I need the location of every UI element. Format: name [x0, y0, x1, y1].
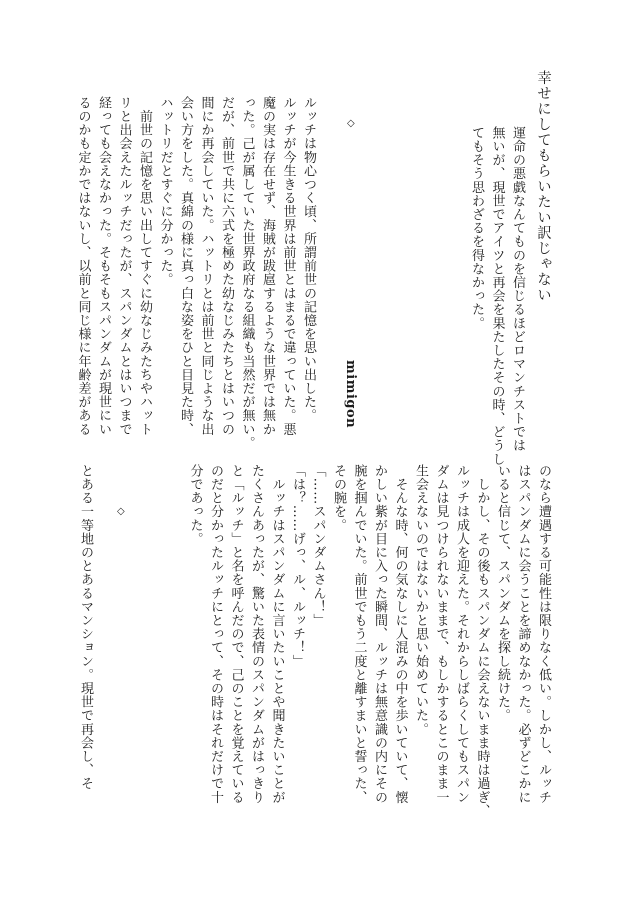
upper-main-line-8: ハットリだとすぐに分かった。: [157, 96, 173, 287]
lower-main-line-4: しかし、その後もスパンダムに会えないまま時は過ぎ、: [474, 464, 490, 818]
upper-main-block: [72, 96, 318, 456]
author-name: mimigon: [343, 360, 358, 429]
upper-main-line-5: だが、前世で共に六式を極めた幼なじみたちとはいつの: [219, 96, 234, 436]
lower-main-line-12: 「……スパンダムさん！」: [310, 464, 326, 628]
lower-main-line-1: のなら遭遇する可能性は限りなく低い。しかし、ルッチ: [536, 464, 551, 804]
lower-main-line-14: ルッチはスパンダムに言いたいことや聞きたいことが: [269, 464, 285, 804]
upper-main-line-2: ルッチが今生きる世界は前世とはまるで違っていた。悪: [280, 96, 296, 436]
upper-main-line-3: 魔の実は存在せず、海賊が跋扈するような世界では無か: [260, 96, 275, 436]
upper-main-line-9: 前世の記憶を思い出してすぐに幼なじみたちやハット: [137, 96, 152, 436]
lower-main-line-13: 「は？……げっ、ル、ルッチ！」: [290, 464, 305, 668]
upper-main-line-11: 経っても会えなかった。そもそもスパンダムが現世にい: [96, 96, 111, 436]
lower-main-line-17: のだと分かったルッチにとって、その時はそれだけで十: [208, 464, 223, 804]
lower-main-block: [184, 464, 553, 824]
story-title: 幸せにしてもらいたい訳じゃない: [535, 70, 551, 303]
lower-final-block: [75, 464, 96, 824]
upper-main-line-6: 間にか再会していた。ハットリとは前世と同じような出: [198, 96, 214, 436]
lower-main-line-7: 生会えないのではないかと思い始めていた。: [413, 464, 428, 736]
lower-main-line-11: その腕を。: [331, 464, 346, 532]
lower-final-line-1: とある一等地のとあるマンション。現世で再会し、そ: [78, 464, 93, 791]
lower-main-line-18: 分であった。: [187, 464, 203, 546]
upper-main-line-1: ルッチは物心つく頃、所謂前世の記憶を思い出した。: [301, 96, 316, 423]
upper-main-line-12: るのかも定かではないし、以前と同じ様に年齢差がある: [75, 96, 91, 436]
upper-intro-line-1: 運命の悪戯なんてものを信じるほどロマンチストでは: [510, 126, 525, 453]
upper-main-line-10: リと出会えたルッチだったが、スパンダムとはいつまで: [116, 96, 132, 436]
lower-main-line-10: 腕を掴んでいた。前世でもう二度と離すまいと誓った、: [351, 464, 367, 804]
lower-main-line-8: そんな時、何の気なしに人混みの中を歩いていて、懐: [392, 464, 408, 804]
lower-main-line-3: いると信じて、スパンダムを探し続けた。: [495, 464, 510, 723]
upper-main-line-4: った。己が属していた世界政府なる組織も当然だが無い。: [239, 96, 255, 450]
lower-main-line-9: かしい紫が目に入った瞬間、ルッチは無意識の内にその: [372, 464, 387, 804]
lower-main-line-15: たくさんあったが、驚いた表情のスパンダムがはっきり: [249, 464, 264, 804]
lower-main-line-5: ルッチは成人を迎えた。それからしばらくしてもスパン: [454, 464, 469, 804]
upper-intro-line-3: てもそう思わざるを得なかった。: [469, 126, 484, 330]
lower-main-line-2: はスパンダムに会うことを諦めなかった。必ずどこかに: [515, 464, 531, 804]
lower-main-line-16: と「ルッチ」と名を呼んだので、己のことを覚えている: [228, 464, 244, 804]
diamond-outline-icon: ◇: [117, 506, 125, 517]
upper-intro-block: [466, 126, 528, 466]
lower-main-line-6: ダムは見つけられないままで、もしかするとこのまま一: [433, 464, 449, 804]
upper-main-line-7: 会い方をした。真綿の様に真っ白な姿をひと目見た時、: [178, 96, 193, 436]
upper-intro-line-2: 無いが、現世でアイツと再会を果たしたその時、どうし: [489, 126, 505, 466]
diamond-outline-icon: ◇: [347, 118, 355, 129]
